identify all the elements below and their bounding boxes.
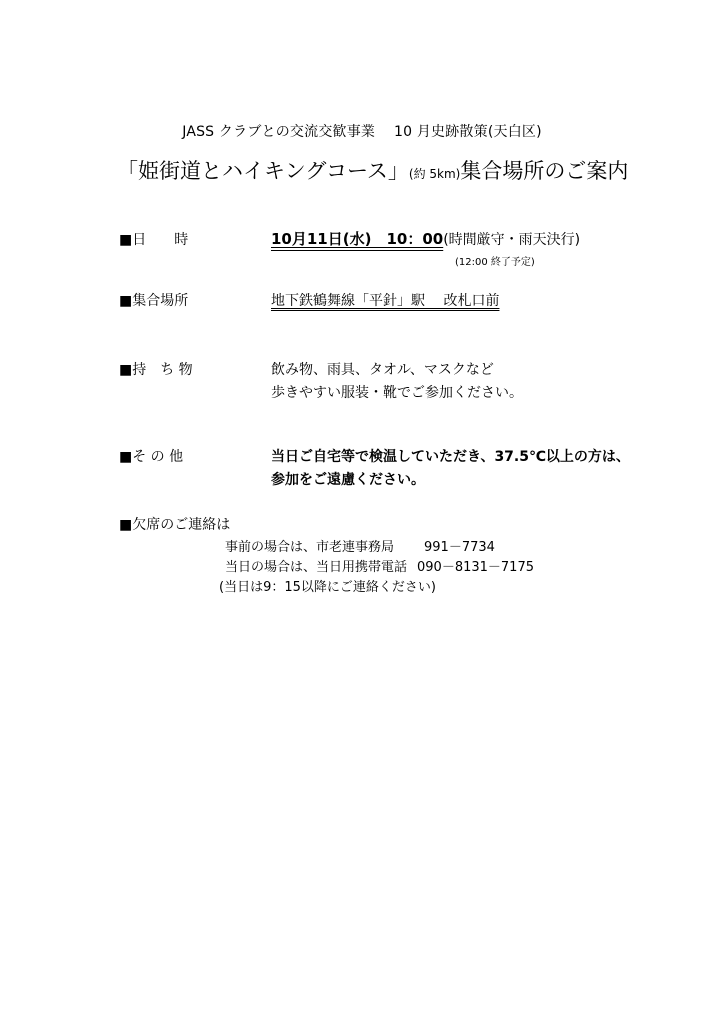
event-subtitle: JASS クラブとの交流交歓事業 10 月史跡散策(天白区) [182,124,542,140]
absence-before-line [225,536,495,555]
other-line-1: 当日ご自宅等で検温していただき、37.5℃以上の方は、 [271,449,630,465]
other-label: ■そ の 他 [119,449,184,465]
belongings-line-1: 飲み物、雨具、タオル、マスクなど [271,362,494,378]
page-title [117,155,628,185]
datetime-label: ■日 時 [119,232,189,248]
meeting-place-value: 地下鉄鶴舞線「平針」駅 改札口前 [271,293,500,309]
title-main: 「姫街道とハイキングコース」 [117,159,409,183]
title-tail: 集合場所のご案内 [460,159,629,183]
title-distance: (約 5km) [408,167,461,181]
datetime-value-line [271,228,580,249]
belongings-label: ■持 ち 物 [119,362,193,378]
meeting-place-label: ■集合場所 [119,293,189,309]
datetime-value: 10月11日(水) 10：00 [271,230,444,248]
absence-sameday-phone: 090－8131－7175 [417,560,534,575]
absence-note: (当日は9：15以降にご連絡ください) [219,580,436,595]
belongings-line-2: 歩きやすい服装・靴でご参加ください。 [271,385,523,401]
absence-before-label: 事前の場合は、市老連事務局 [225,540,395,555]
datetime-note: (時間厳守・雨天決行) [443,232,581,248]
absence-sameday-line [225,556,534,575]
absence-sameday-label: 当日の場合は、当日用携帯電話 [225,560,408,575]
absence-label: ■欠席のご連絡は [119,517,231,533]
end-time-note: (12:00 終了予定) [455,257,535,268]
other-line-2: 参加をご遠慮ください。 [271,472,425,488]
absence-before-phone: 991－7734 [424,540,495,555]
